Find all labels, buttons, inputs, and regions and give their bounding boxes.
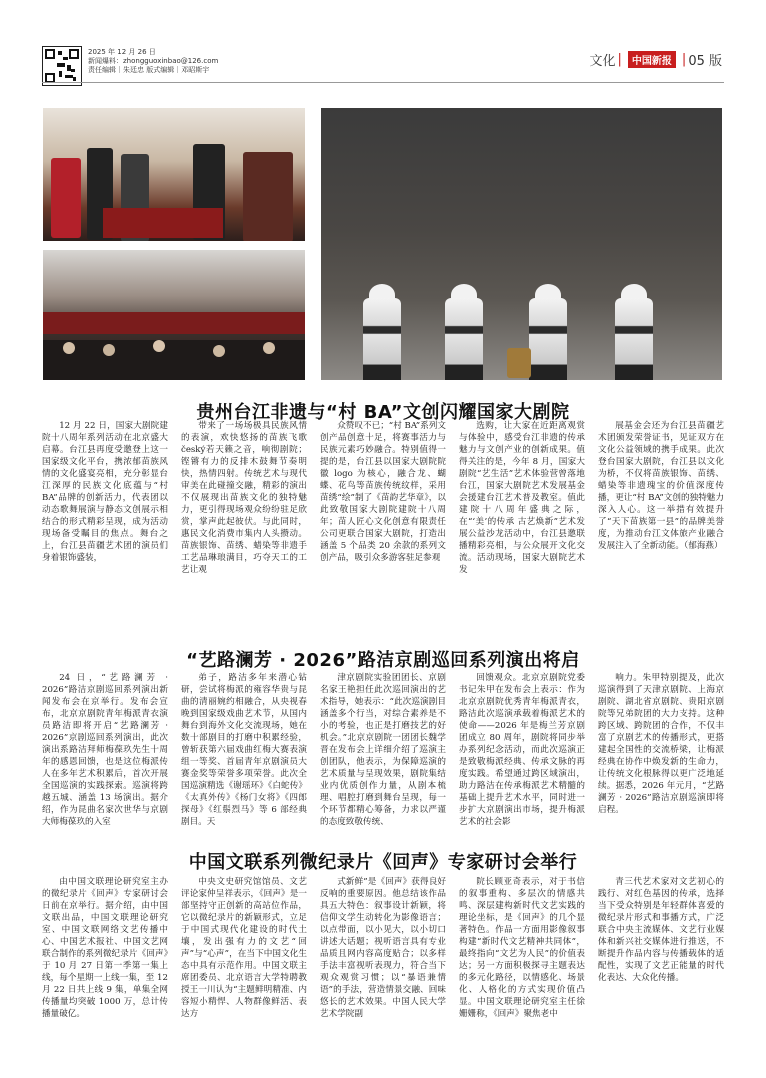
article-3-column-3: 式新鲜”是《回声》获得良好反响的重要原因。他总结该作品具五大特色：叙事设计新颖，将信仰文学生动转化为影像语言；以点带面，以小见大，以小切口讲述大话题；视听语言具有专业品质且网内容高度贴合；以多样手法丰富视听表现力，符合当下观众观赏习惯；以“暴语兼情语”的手法，营造情景交融、回味悠长的艺术效果。中国人民大学艺术学院副: [320, 877, 446, 1019]
page-number: 05 版: [688, 54, 722, 69]
article-2-title: “艺路澜芳 · 2026”路洁京剧巡回系列演出将启: [186, 650, 580, 671]
article-3-column-1: 由中国文联理论研究室主办的微纪录片《回声》专家研讨会日前在京举行。据介绍，由中国文联出品，中国文联理论研究室、中国文联网络文艺传播中心、中国艺术报社、中国文艺网联合制作的系列微纪录片《回声》于 10 月 27 日第一季第一集上线，每个星期一上线一集，至 12 月 22 日共上线 9 集，单集全网传播量均突破 1000 万，总计传播量破亿。: [42, 877, 168, 1019]
article-3-column-2: 中央文史研究馆馆员、文艺评论家仲呈祥表示，《回声》是一部坚持守正创新的高站位作品，它以微纪录片的新颖形式，立足于中国式现代化建设的时代土壤，发出强有力的文艺“回声”与“心声”，在当下中国文化生态中具有示范作用。中国文联主席团委员、北京语言大学特聘教授王一川认为“主题鲜明精准、内容短小精悍、人物群像鲜活、表达方: [181, 877, 307, 1019]
qr-code-icon[interactable]: [42, 46, 82, 86]
section-name: 文化: [589, 54, 616, 69]
article-2-column-4: 回馈观众。北京京剧院党委书记朱甲在发布会上表示：作为北京京剧院优秀青年梅派青衣，路洁此次巡演承载着梅派艺术的使命——2026 年是梅兰芳京剧团成立 80 周年，剧院将同步举办系列纪念活动，而此次巡演正是致敬梅派经典、传承文脉的再度实践。希望通过跨区域演出，助力路洁在传承梅派艺术精髓的基础上提升艺术水平，同时进一步扩大京剧演出市场，提升梅派艺术的社会影: [459, 673, 585, 827]
header-rule: [42, 82, 724, 83]
section-label: 文化 | 中国新报 | 05 版: [589, 52, 722, 69]
photo-stage-performance: [43, 250, 305, 380]
article-2-column-3: 津京剧院实验团团长、京剧名家王艳担任此次巡回演出的艺术指导，她表示：“此次巡演剧目涵盖多个行当，对综合素养是不小的考验，也正是打磨技艺的好机会。”北京京剧院一团团长魏学晋在发布会上详细介绍了巡演主创团队，他表示，为保障巡演的艺术质量与呈现效果，剧院集结业内优质创作力量，从剧本梳理、唱腔打磨到舞台呈现，每一个环节都精心筹备，力求以严谨的态度致敬传统、: [320, 673, 446, 827]
article-3-column-4: 院长顾亚奇表示，对于书信的叙事重构、多层次的情感共鸣、深层建构新时代文艺实践的理论坐标，是《回声》的几个显著特色。作品一方面用影像叙事构建“新时代文艺精神共同体”，最终指向“文艺为人民”的价值表达；另一方面积极探寻主题表达的多元化路径，以情感化、场景化、人格化的方式实现价值凸显。中国文联理论研究室主任徐姗姗称，《回声》聚焦老中: [459, 877, 585, 1019]
article-3-body: [42, 876, 724, 1072]
issue-date: 2025 年 12 月 26 日: [88, 48, 156, 56]
article-2-column-1: 24 日，“艺路澜芳 · 2026”路洁京剧巡回系列演出新闻发布会在京举行。发布会宣布，北京京剧院青年梅派青衣演员路洁即将开启“艺路澜芳 · 2026”京剧巡回系列演出，此次演出系路洁拜师梅葆玖先生十周年的感恩回馈，也是这位梅派传人在多年艺术积累后，首次开展全国巡演的实践探索。巡演将跨越五城、涵盖 13 场演出。据介绍，作为昆曲名家次世华与京剧大师梅葆玖的入室: [42, 673, 168, 827]
photo-miao-singers: [321, 108, 722, 380]
article-2-column-5: 响力。朱甲特别提及，此次巡演得到了天津京剧院、上海京剧院、湖北省京剧院、贵阳京剧院等兄弟院团的大力支持。这种跨区域、跨院团的合作，不仅丰富了京剧艺术的传播形式，更搭建起全国性的交流桥梁，让梅派经典在协作中焕发新的生命力，让传统文化根脉得以更广泛地延续。据悉，2026 年元月，“艺路澜芳 · 2026”路洁京剧巡演即将启程。: [598, 673, 724, 815]
header-meta: [88, 48, 218, 75]
photo-exhibition-booth: [43, 108, 305, 241]
article-1-column-3: 众赞叹不已；“村 BA”系列文创产品创意十足，将赛事活力与民族元素巧妙融合。特别值得一提的是，台江县以国家大剧院院徽 logo 为核心，融合龙、蝴蝶、花鸟等苗族传统纹样，采用苗绣“绘”制了《苗韵艺华章》，以此致敬国家大剧院建院十八周年；苗人匠心文化创意有限责任公司更联合国家大剧院，打造出涵盖 5 个品类 20 余款的系列文创产品，吸引众多游客驻足参观: [320, 421, 446, 563]
editor-credits: 责任编辑｜朱廷忠 版式编辑｜邓昭斯宇: [88, 66, 210, 74]
article-2-body: [42, 672, 724, 836]
article-3-title: 中国文联系列微纪录片《回声》专家研讨会举行: [188, 852, 578, 873]
article-1-column-1: 12 月 22 日，国家大剧院建院十八周年系列活动在北京盛大启幕。台江县再度受邀登上这一国家级文化平台，携浓郁苗族风情的文化盛宴亮相，充分彰显台江深厚的民族文化底蕴与“村 BA”品牌的创新活力，代表团以动态歌舞展演与静态文创展示相结合的形式精彩呈现，成为活动现场备受瞩目的焦点。舞台之上，台江县苗疆艺术团的演员们身着银饰盛装，: [42, 421, 168, 563]
article-3-column-5: 青三代艺术家对文艺初心的践行、对红色基因的传承，选择当下受众特别是年轻群体喜爱的微纪录片形式和事播方式，广泛联合中央主流媒体、文艺行业媒体和新兴社交媒体进行推送，不断提升作品内容与传播载体的适配性，实现了文艺正能量的时代化表达、大众化传播。: [598, 877, 724, 983]
article-1-column-2: 带来了一场场极具民族风情的表演，欢快悠扬的苗族飞歌český若天籁之音，响彻剧院；铿锵有力的反排木鼓舞节奏明快，热情四射。传统艺术与现代审美在此碰撞交融，精彩的演出不仅展现出苗族文化的独特魅力，更引得现场观众纷纷驻足欣赏，掌声此起彼伏。与此同时，惠民文化消费市集内人头攒动。苗族银饰、苗绣、蜡染等非遗手工艺品琳琅满目，巧夺天工的工艺让观: [181, 421, 307, 575]
news-hotline[interactable]: 新闻爆料：zhongguoxinbao@126.com: [88, 57, 219, 65]
page-header: [42, 46, 722, 74]
article-1-body: [42, 420, 724, 638]
article-2-column-2: 弟子，路洁多年来潜心钻研，尝试将梅派的雍容华贵与昆曲的清丽婉约相融合，从央视春晚到国家级戏曲艺术节，从国内舞台到海外文化交流现场，她在数十部剧目的打磨中积累经验，曾斩获第六届戏曲红梅大赛表演组一等奖、首届青年京剧演员大赛金奖等荣誉多项荣誉。此次全国巡演精选《谢瑶环》《白蛇传》《太真外传》《杨门女将》《四郎探母》《红鬃烈马》等 6 部经典剧目。天: [181, 673, 307, 827]
article-1-column-5: 展基金会还为台江县苗疆艺术团颁发荣誉证书，见证双方在文化公益领域的携手成果。此次登台国家大剧院，台江县以文化为桥，不仅将苗族银饰、苗绣、蜡染等非遗瑰宝的价值深度传播，更让“村 BA”文创的独特魅力深入人心。这一举措有效提升了“天下苗族第一县”的品牌美誉度，为推动台江文体旅产业融合发展注入了全新动能。（郁海燕）: [598, 421, 724, 551]
article-1-column-4: 选购，让大家在近距离观赏与体验中，感受台江非遗的传承魅力与文创产业的创新成果。值得关注的是，今年 8 月，国家大剧院“艺生活”艺术体验营曾落地台江，国家大剧院艺术发展基金会援建台江艺术普及教室。值此建院十八周年盛典之际，在“‘美’的传承 古艺焕新”艺术发展公益沙龙活动中，台江县邀联播精彩亮相，与公众展开文化交流。活动现场，国家大剧院艺术发: [459, 421, 585, 575]
article-1-title: 贵州台江非遗与“村 BA”文创闪耀国家大剧院: [196, 402, 570, 423]
paper-logo: 中国新报: [628, 51, 676, 68]
